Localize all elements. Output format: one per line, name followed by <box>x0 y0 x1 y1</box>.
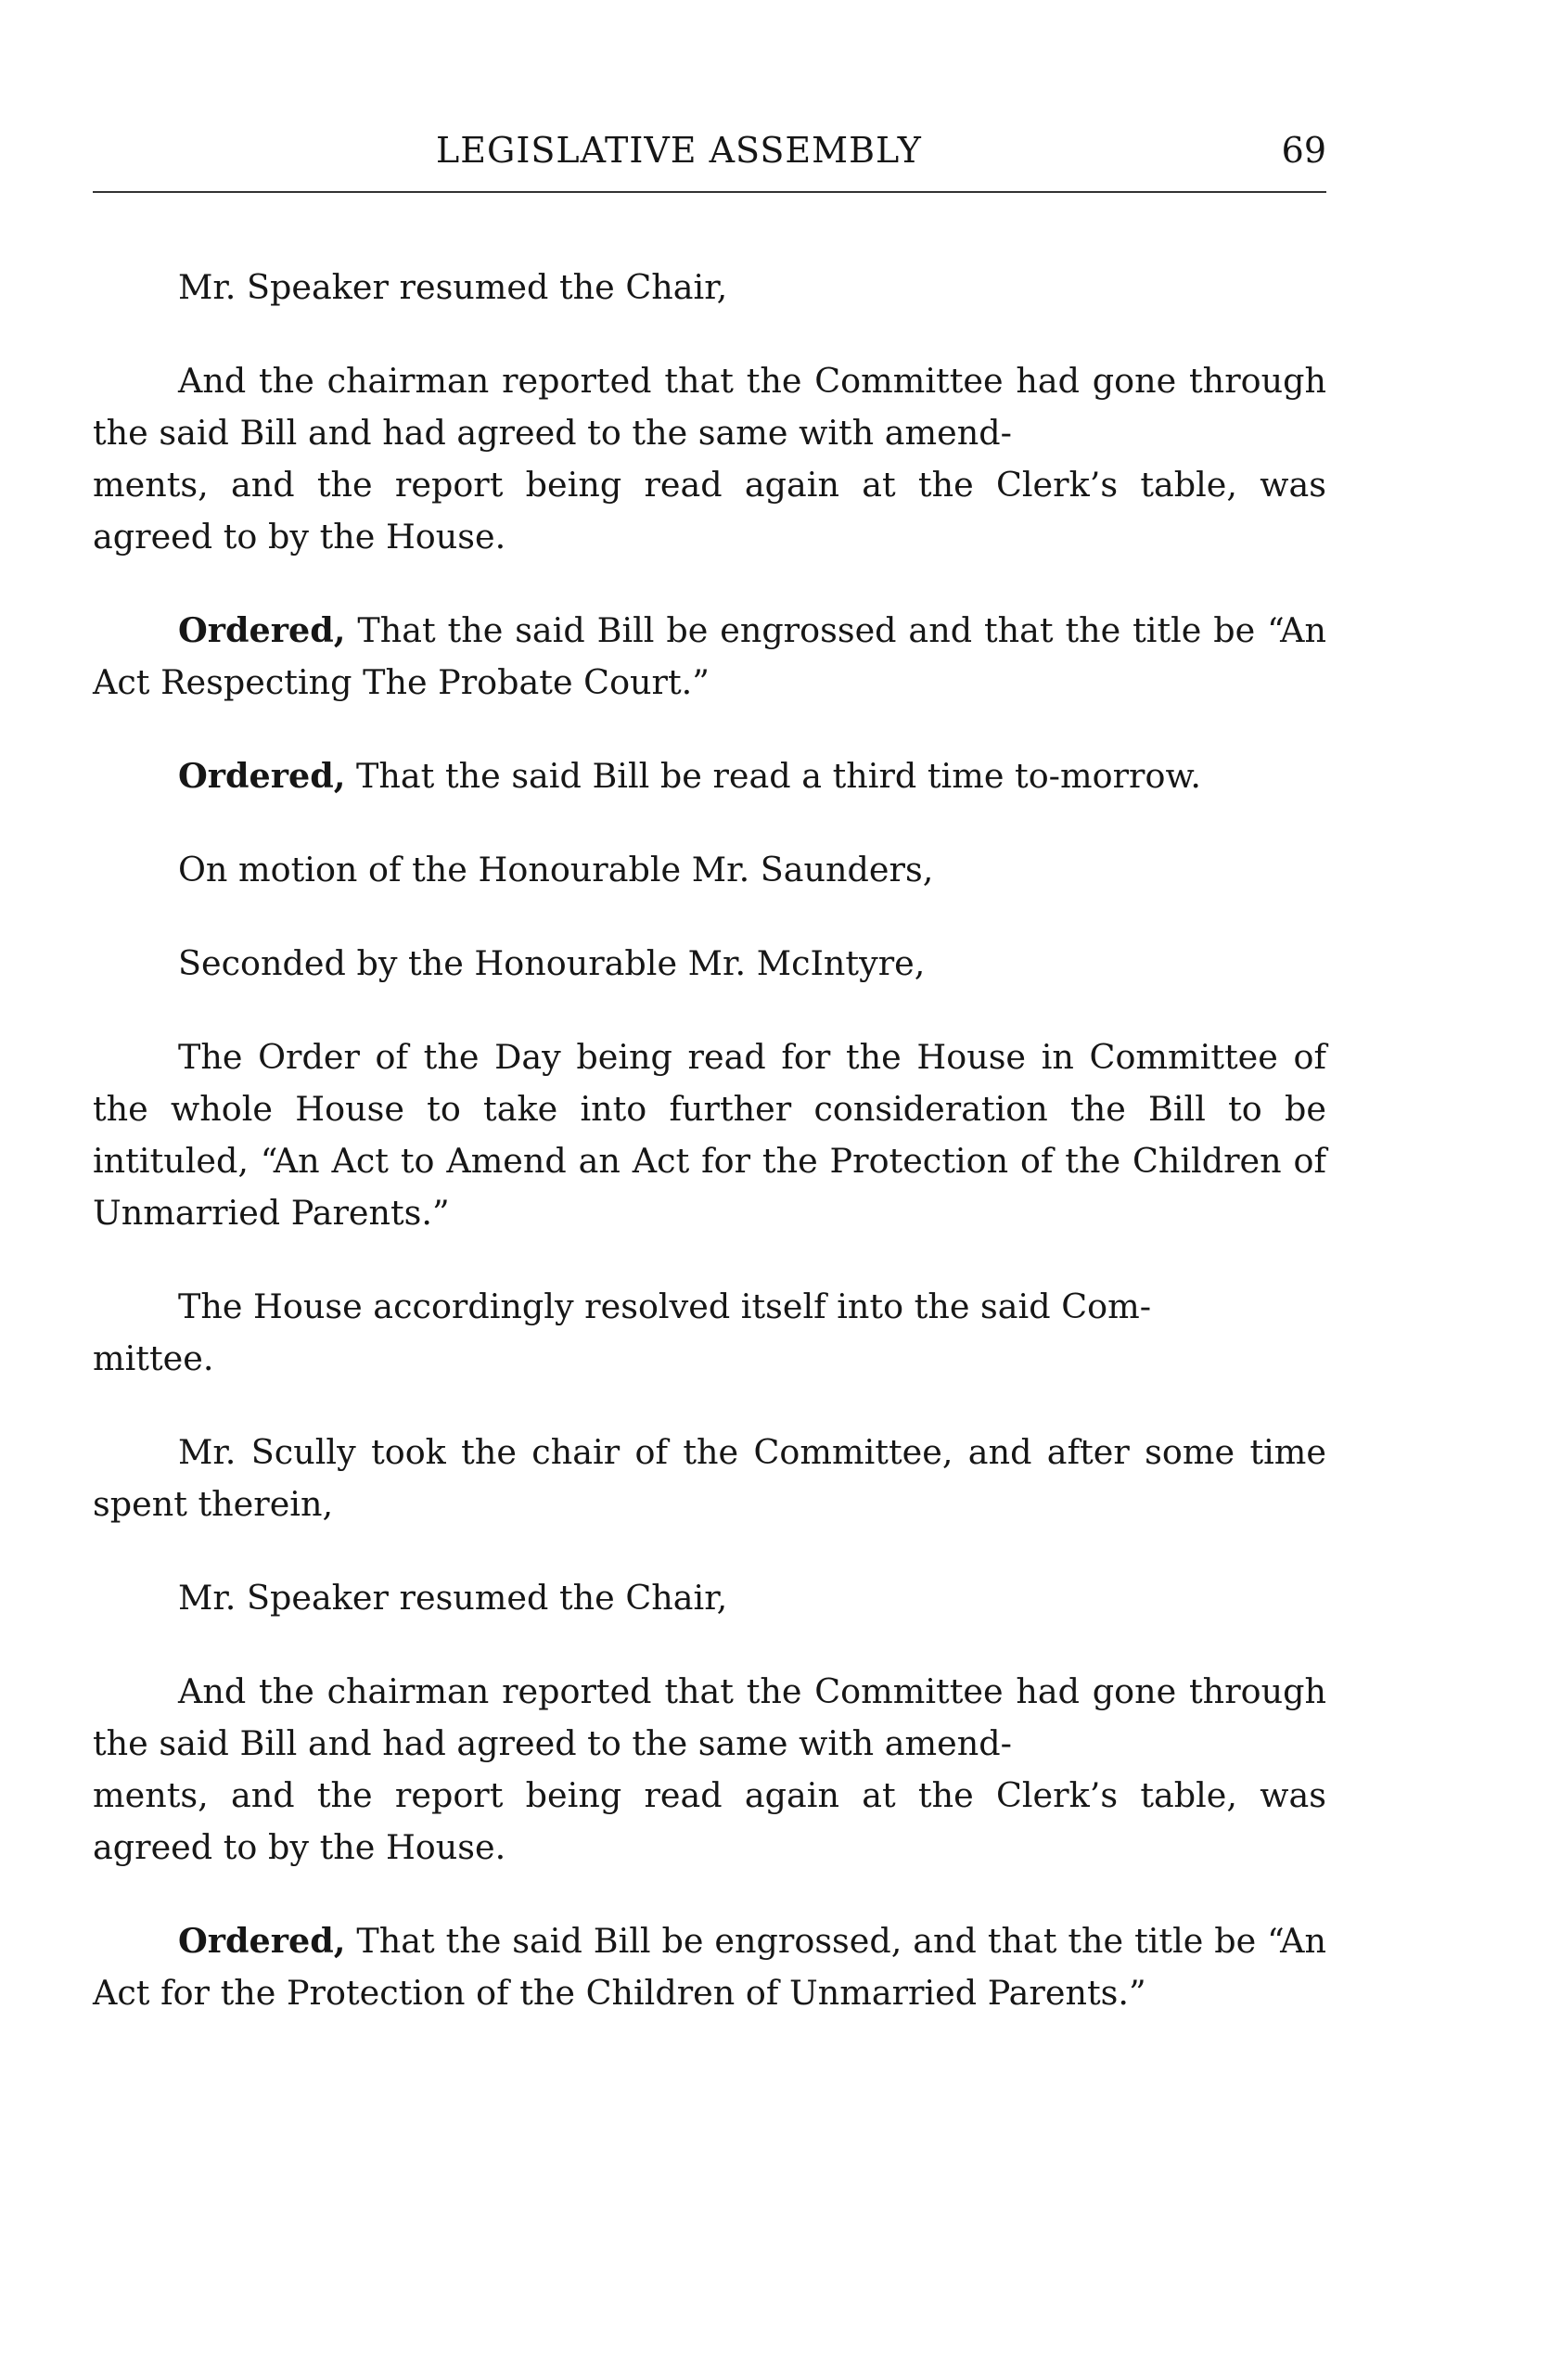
paragraph-text: And the chairman reported that the Committee had gone through the said Bill and had agreed to the same with amend- ments, and the report being read again at the Clerk’s table, was agreed to by the House. <box>93 361 1326 557</box>
paragraph <box>93 1666 1326 1874</box>
paragraph <box>93 355 1326 563</box>
header-rule <box>93 191 1326 193</box>
paragraph-text: The House accordingly resolved itself into the said Com- mittee. <box>93 1286 1152 1378</box>
paragraph <box>93 1915 1326 2019</box>
paragraph-text: That the said Bill be read a third time to-morrow. <box>345 756 1201 796</box>
paragraph-lead: Ordered, <box>178 610 346 650</box>
paragraph-text: And the chairman reported that the Committee had gone through the said Bill and had agreed to the same with amend- ments, and the report being read again at the Clerk’s table, was agreed to by the House. <box>93 1671 1326 1867</box>
paragraph <box>93 1031 1326 1239</box>
paragraph <box>93 844 1326 896</box>
paragraph <box>93 262 1326 313</box>
paragraph-text: Mr. Scully took the chair of the Committee, and after some time spent therein, <box>93 1432 1326 1524</box>
paragraph <box>93 1427 1326 1530</box>
header-title: LEGISLATIVE ASSEMBLY <box>436 130 922 171</box>
page-number: 69 <box>1281 130 1326 171</box>
paragraph <box>93 1572 1326 1624</box>
paragraph-text: Seconded by the Honourable Mr. McIntyre, <box>178 943 926 983</box>
paragraph <box>93 1281 1326 1385</box>
paragraph-text: That the said Bill be engrossed, and that the title be “An Act for the Protection of the Children of Unmarried Parents.” <box>93 1921 1326 2013</box>
paragraph-lead: Ordered, <box>178 1921 346 1961</box>
paragraph-text: On motion of the Honourable Mr. Saunders, <box>178 850 934 889</box>
running-header <box>93 130 1326 186</box>
body-text <box>93 262 1326 2061</box>
paragraph-text: The Order of the Day being read for the House in Committee of the whole House to take into further consideration the Bill to be intituled, “An Act to Amend an Act for the Protection of the Children of Unmarried Parents.” <box>93 1037 1326 1233</box>
paragraph <box>93 750 1326 802</box>
paragraph-text: Mr. Speaker resumed the Chair, <box>178 1578 728 1618</box>
paragraph-text: That the said Bill be engrossed and that the title be “An Act Respecting The Probate Court.” <box>93 610 1326 702</box>
paragraph <box>93 605 1326 709</box>
paragraph-lead: Ordered, <box>178 756 346 796</box>
paragraph-text: Mr. Speaker resumed the Chair, <box>178 267 728 307</box>
paragraph <box>93 938 1326 990</box>
